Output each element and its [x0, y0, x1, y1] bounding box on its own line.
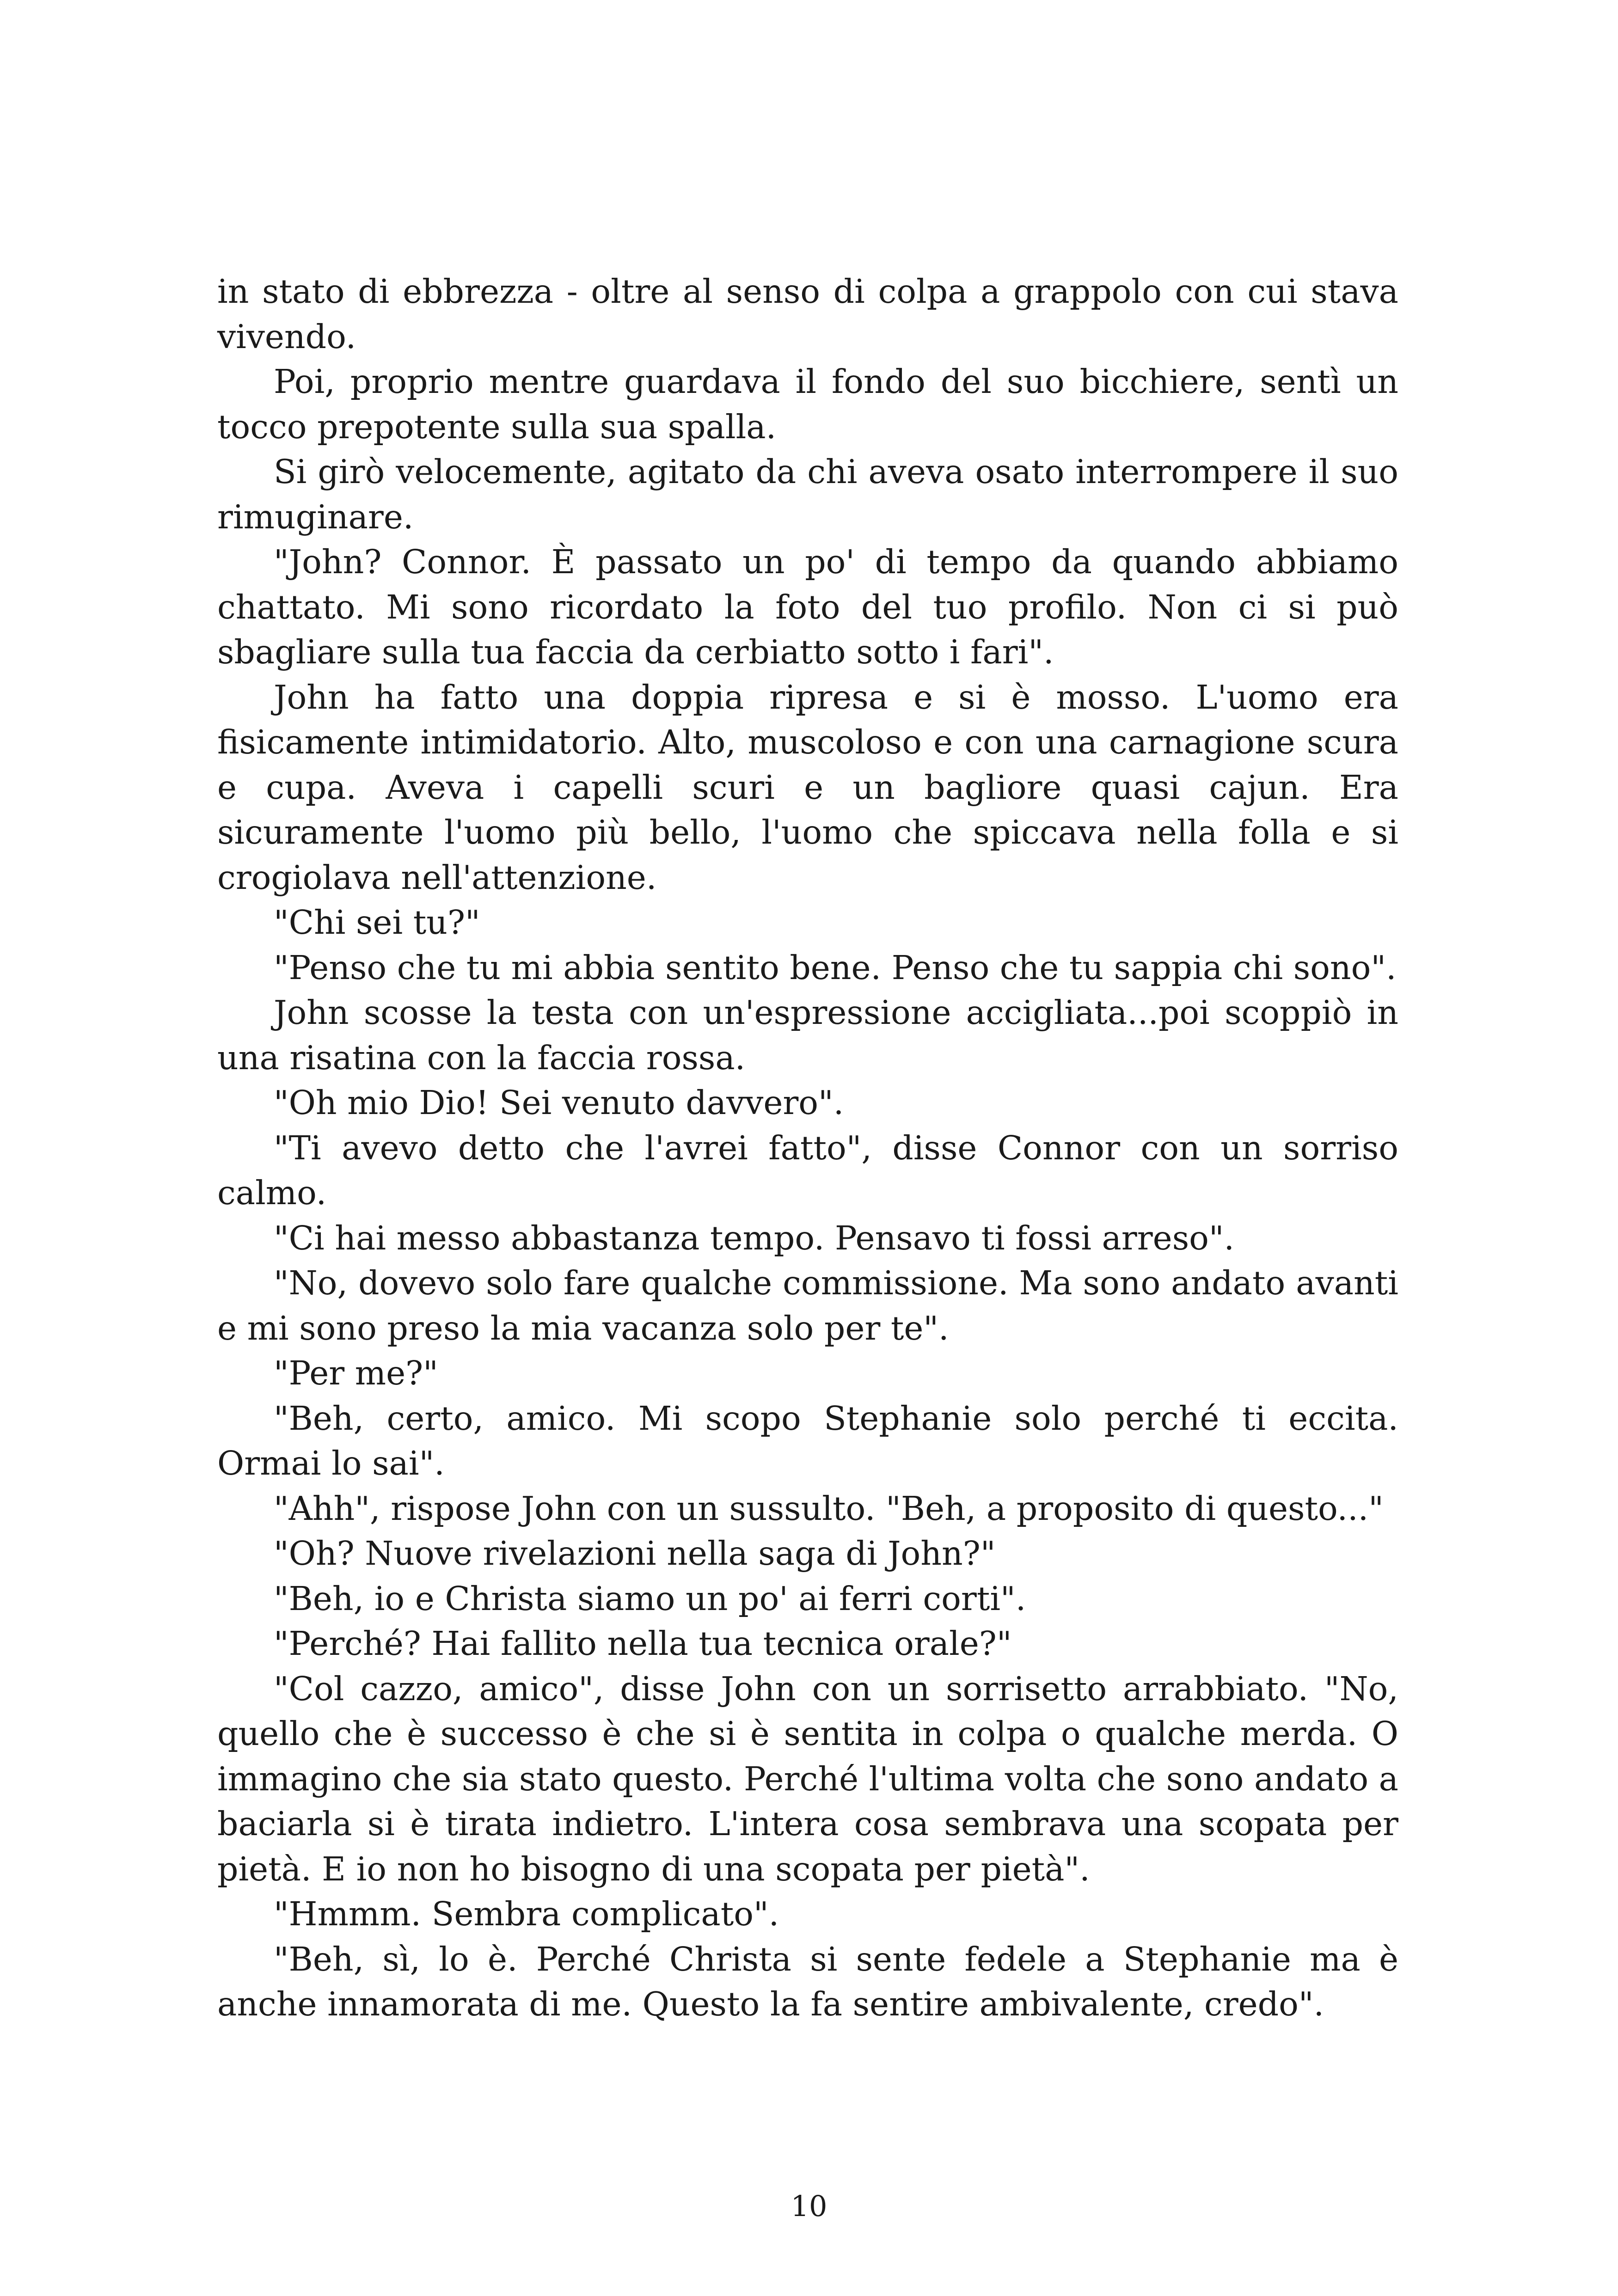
body-text: [217, 269, 1398, 2027]
paragraph: "Col cazzo, amico", disse John con un sorrisetto arrabbiato. "No, quello che è successo è che si è sentita in colpa o qualche merda. O immagino che sia stato questo. Perché l'ultima volta che sono andato a baciarla si è tirata indietro. L'intera cosa sembrava una scopata per pietà. E io non ho bisogno di una scopata per pietà".: [217, 1669, 1398, 1888]
paragraph: Poi, proprio mentre guardava il fondo del suo bicchiere, sentì un tocco prepotente sulla sua spalla.: [217, 362, 1398, 446]
paragraph: "No, dovevo solo fare qualche commissione. Ma sono andato avanti e mi sono preso la mia vacanza solo per te".: [217, 1264, 1398, 1347]
paragraph: "Ci hai messo abbastanza tempo. Pensavo ti fossi arreso".: [274, 1218, 1235, 1257]
paragraph: "John? Connor. È passato un po' di tempo da quando abbiamo chattato. Mi sono ricordato la foto del tuo profilo. Non ci si può sbagliare sulla tua faccia da cerbiatto sotto i fari".: [217, 543, 1398, 671]
paragraph: Si girò velocemente, agitato da chi aveva osato interrompere il suo rimuginare.: [217, 453, 1398, 536]
paragraph: "Penso che tu mi abbia sentito bene. Penso che tu sappia chi sono".: [274, 948, 1397, 987]
paragraph: "Beh, sì, lo è. Perché Christa si sente fedele a Stephanie ma è anche innamorata di me. Questo la fa sentire ambivalente, credo".: [217, 1940, 1398, 2023]
paragraph: John ha fatto una doppia ripresa e si è mosso. L'uomo era fisicamente intimidatorio. Alto, muscoloso e con una carnagione scura e cupa. Aveva i capelli scuri e un bagliore quasi cajun. Era sicuramente l'uomo più bello, l'uomo che spiccava nella folla e si crogiolava nell'attenzione.: [217, 678, 1398, 897]
paragraph: "Ahh", rispose John con un sussulto. "Beh, a proposito di questo...": [274, 1489, 1384, 1528]
paragraph: "Oh? Nuove rivelazioni nella saga di John?": [274, 1534, 996, 1573]
paragraph: "Hmmm. Sembra complicato".: [274, 1895, 779, 1933]
paragraph: John scosse la testa con un'espressione accigliata...poi scoppiò in una risatina con la faccia rossa.: [217, 993, 1398, 1077]
paragraph: "Chi sei tu?": [274, 903, 480, 942]
paragraph: "Beh, certo, amico. Mi scopo Stephanie solo perché ti eccita. Ormai lo sai".: [217, 1399, 1398, 1482]
paragraph: "Ti avevo detto che l'avrei fatto", disse Connor con un sorriso calmo.: [217, 1128, 1398, 1212]
paragraph: in stato di ebbrezza - oltre al senso di colpa a grappolo con cui stava vivendo.: [217, 272, 1398, 356]
page-number: 10: [791, 2189, 827, 2223]
paragraph: "Oh mio Dio! Sei venuto davvero".: [274, 1084, 844, 1122]
paragraph: "Beh, io e Christa siamo un po' ai ferri corti".: [274, 1579, 1026, 1618]
paragraph: "Per me?": [274, 1354, 438, 1392]
paragraph: "Perché? Hai fallito nella tua tecnica orale?": [274, 1624, 1012, 1663]
